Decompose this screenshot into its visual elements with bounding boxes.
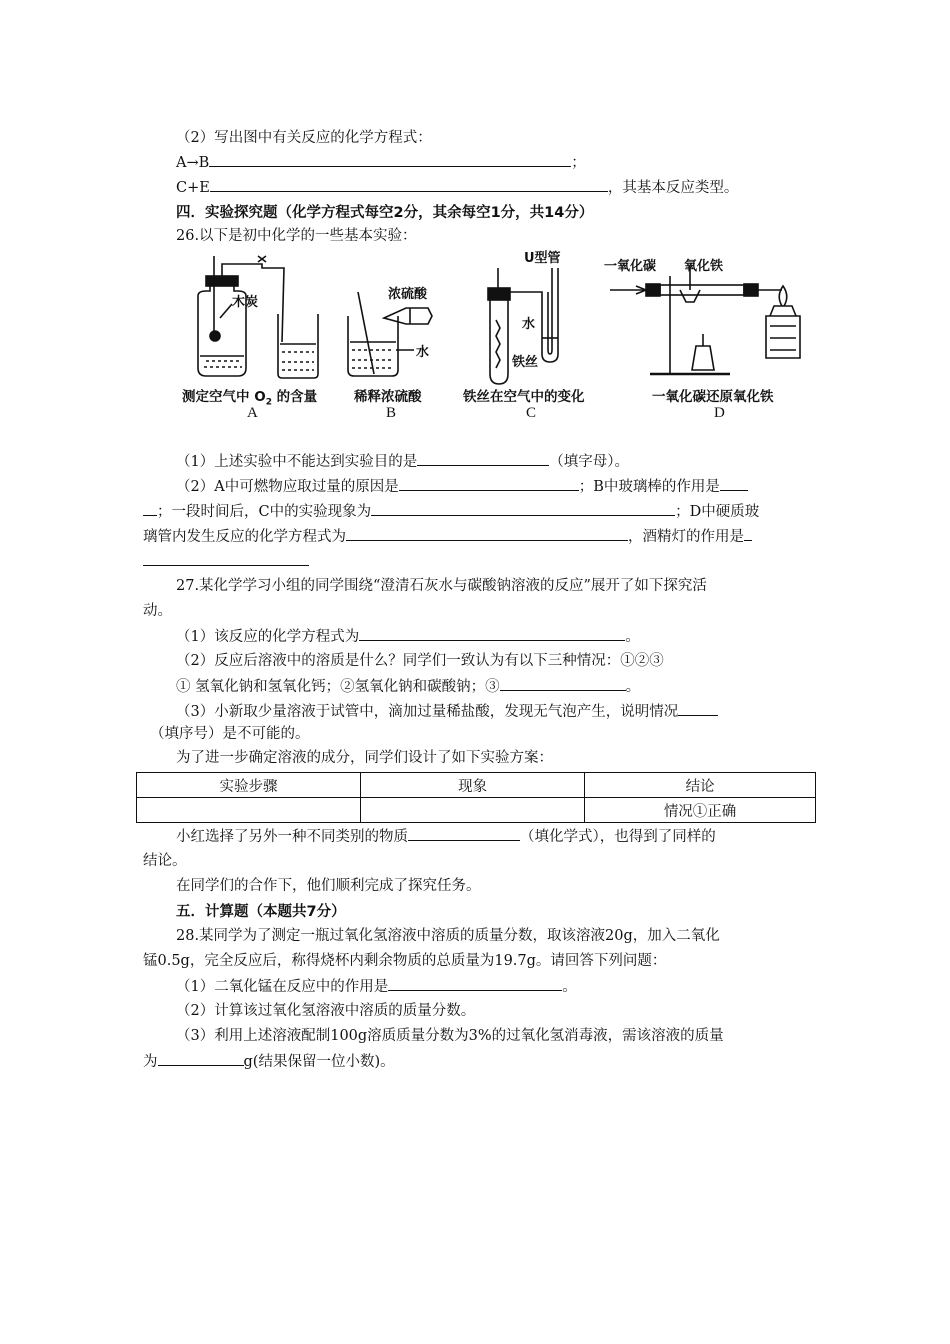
answer-blank[interactable] [210,177,608,192]
q27-p3-cont: （填序号）是不可能的。 [150,726,310,742]
q27-done: 在同学们的合作下，他们顺利完成了探究任务。 [176,878,481,894]
table-cell[interactable] [137,798,361,823]
table-cell: 情况①正确 [585,798,816,823]
q27-p2-cases: ① 氢氧化钠和氢氧化钙；②氢氧化钠和碳酸钠；③ 。 [176,676,640,697]
answer-blank[interactable] [158,1051,244,1066]
caption-d: 一氧化碳还原氧化铁 [652,389,774,405]
q26-p1: （1）上述实验中不能达到实验目的是 （填字母）。 [176,451,629,472]
q28-p3: （3）利用上述溶液配制100g溶质质量分数为3%的过氧化氢消毒液，需该溶液的质量 [176,1028,724,1044]
answer-blank[interactable] [359,626,625,641]
answer-blank[interactable] [346,526,628,541]
label-water-c: 水 [522,317,536,332]
table-header: 实验步骤 [137,773,361,798]
q27-intro2: 动。 [143,603,172,619]
table-header: 结论 [585,773,816,798]
label-conc-acid: 浓硫酸 [388,287,428,302]
q25-ab-line [176,152,586,173]
experiment-plan-table [136,772,816,823]
q28-p3-cont: 为 g(结果保留一位小数)。 [143,1051,395,1072]
answer-blank[interactable] [143,501,157,516]
answer-blank[interactable] [678,701,718,716]
apparatus-b [348,292,432,376]
answer-blank[interactable] [500,676,626,691]
answer-blank[interactable] [417,451,549,466]
q26-p2e: 璃管内发生反应的化学方程式为 ，酒精灯的作用是 [143,526,752,547]
q28-p2: （2）计算该过氧化氢溶液中溶质的质量分数。 [176,1003,476,1019]
q27-red2: 结论。 [143,853,187,869]
letter-c: C [526,405,537,421]
label-co: 一氧化碳 [604,259,657,274]
q27-plan: 为了进一步确定溶液的成分，同学们设计了如下实验方案： [176,750,553,766]
label-iron-wire: 铁丝 [512,355,539,370]
label-water-b: 水 [416,345,430,360]
q25-ab-label: A→B [176,155,210,171]
q25-ce-line [176,177,738,198]
answer-blank[interactable] [143,551,309,566]
label-iron-oxide: 氧化铁 [684,259,724,274]
q27-intro1: 27.某化学学习小组的同学围绕“澄清石灰水与碳酸钠溶液的反应”展开了如下探究活 [176,578,707,594]
section4-title: 四．实验探究题（化学方程式每空2分，其余每空1分，共14分） [176,205,594,221]
table-header: 现象 [361,773,585,798]
answer-blank[interactable] [408,826,520,841]
table-row [137,798,816,823]
letter-d: D [714,405,725,421]
q25-part2: （2）写出图中有关反应的化学方程式： [176,130,432,146]
label-charcoal: 木炭 [232,295,259,310]
q25-ab-end: ； [571,155,586,171]
letter-b: B [386,405,397,421]
q25-ce-end: ，其基本反应类型。 [607,180,739,196]
answer-blank[interactable] [720,476,748,491]
experiment-figure [170,246,810,386]
answer-blank[interactable] [388,976,562,991]
q26-p2a: （2）A中可燃物应取过量的原因是 ；B中玻璃棒的作用是 [176,476,748,497]
q27-p1: （1）该反应的化学方程式为 。 [176,626,640,647]
q28-intro1: 28.某同学为了测定一瓶过氧化氢溶液中溶质的质量分数，取该溶液20g，加入二氧化 [176,928,720,944]
caption-c: 铁丝在空气中的变化 [463,389,585,405]
table-header-row [137,773,816,798]
caption-a: 测定空气中 $O_2$ 的含量 [182,389,318,408]
answer-blank[interactable] [399,476,579,491]
q28-intro2: 锰0.5g，完全反应后，称得烧杯内剩余物质的总质量为19.7g。请回答下列问题： [143,953,667,969]
q28-p1: （1）二氧化锰在反应中的作用是 。 [176,976,577,997]
section5-title: 五．计算题（本题共7分） [176,904,346,920]
q27-red1: 小红选择了另外一种不同类别的物质 （填化学式），也得到了同样的 [176,826,716,847]
answer-blank[interactable] [209,152,571,167]
table-cell[interactable] [361,798,585,823]
answer-blank[interactable] [371,501,675,516]
answer-blank[interactable] [744,526,752,541]
q26-p2c: ；一段时间后，C中的实验现象为 ；D中硬质玻 [143,501,759,522]
apparatus-d [610,266,800,374]
q27-p2: （2）反应后溶液中的溶质是什么？同学们一致认为有以下三种情况：①②③ [176,653,664,669]
q26-p2g [143,551,309,572]
q26-intro: 26.以下是初中化学的一些基本实验： [176,228,417,244]
q27-p3: （3）小新取少量溶液于试管中，滴加过量稀盐酸，发现无气泡产生，说明情况 [176,701,718,722]
label-u-tube: U型管 [524,251,561,266]
q25-ce-label: C+E [176,180,210,196]
apparatus-a [198,256,318,378]
letter-a: A [247,405,258,421]
caption-b: 稀释浓硫酸 [354,389,422,405]
